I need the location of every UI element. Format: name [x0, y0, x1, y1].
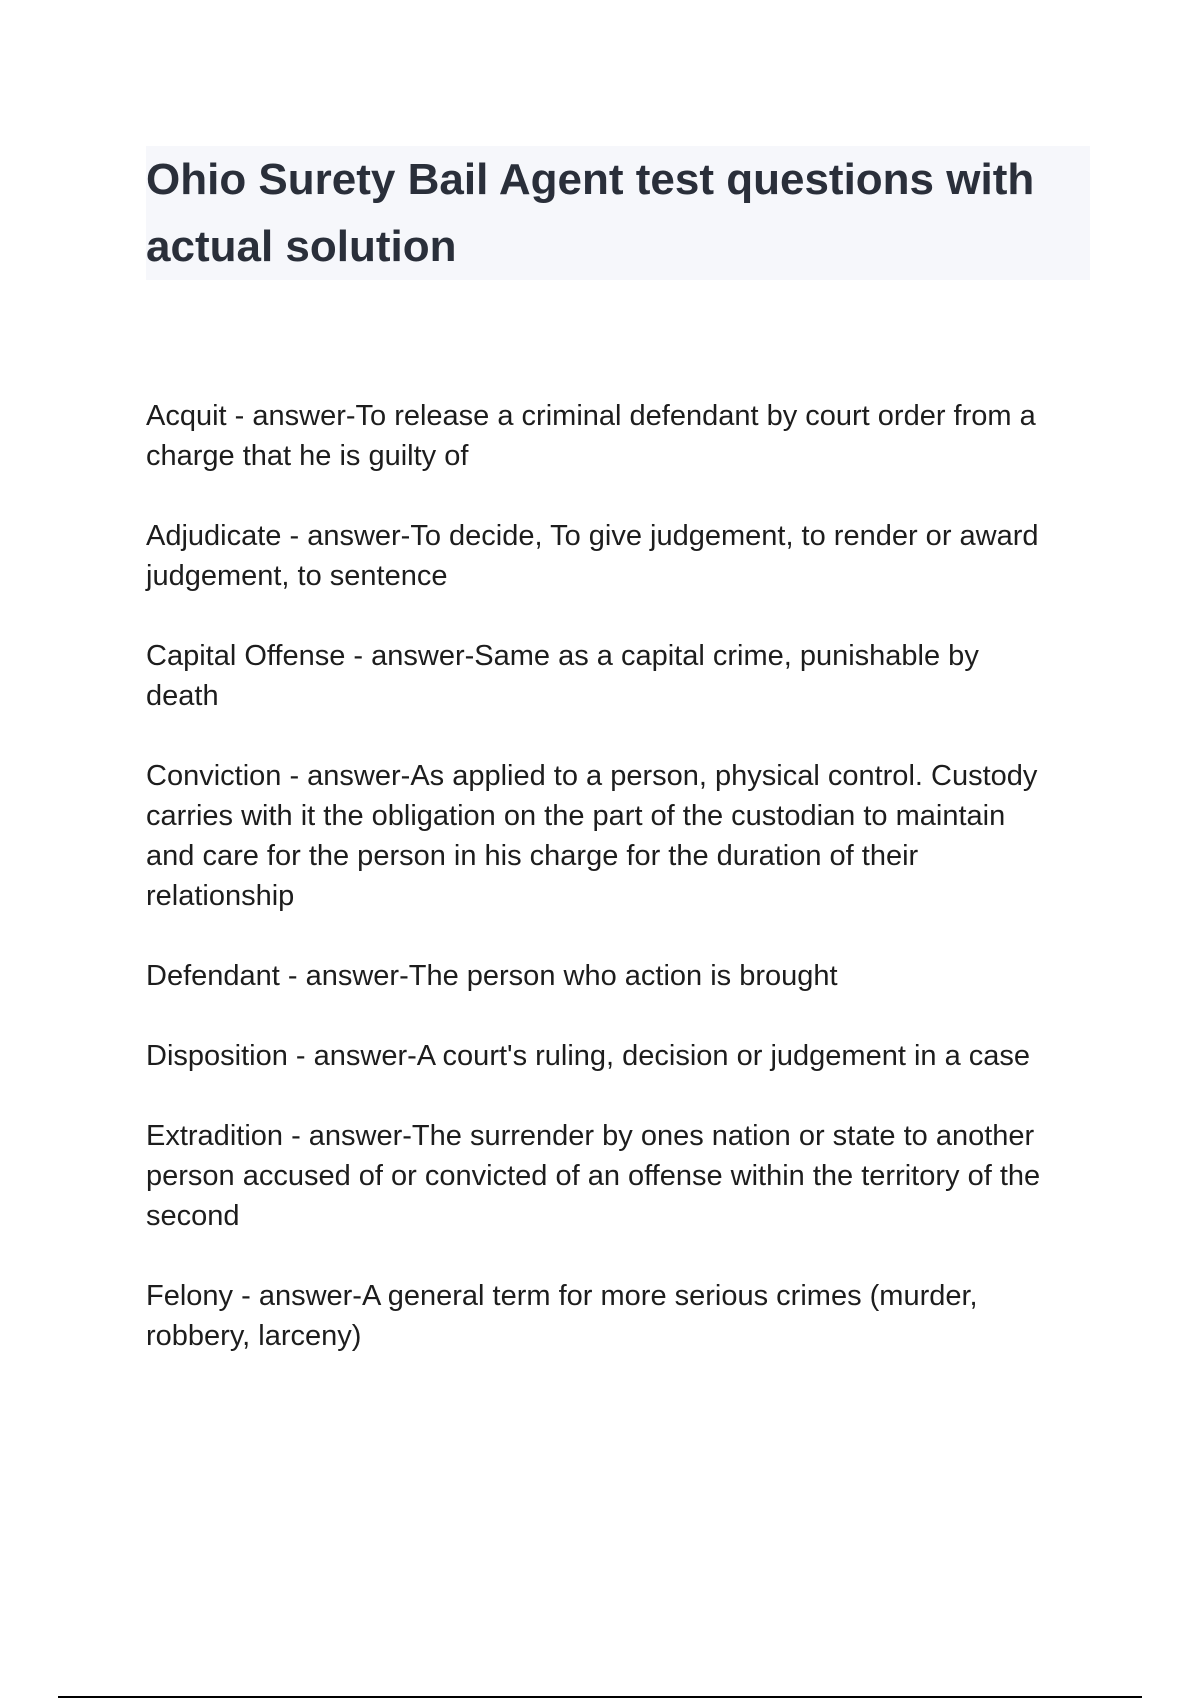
- qa-entry-defendant: Defendant - answer-The person who action is brought: [146, 960, 838, 992]
- document-title: Ohio Surety Bail Agent test questions with actual solution: [146, 155, 1035, 271]
- qa-entry-extradition: Extradition - answer-The surrender by ones nation or state to another person accused of or convicted of an offense within the territory of the second: [146, 1120, 1041, 1232]
- qa-entry-disposition: Disposition - answer-A court's ruling, decision or judgement in a case: [146, 1040, 1031, 1072]
- qa-list: [146, 396, 1090, 1396]
- qa-entry-acquit: Acquit - answer-To release a criminal defendant by court order from a charge that he is guilty of: [146, 400, 1036, 472]
- qa-entry-adjudicate: Adjudicate - answer-To decide, To give judgement, to render or award judgement, to sentence: [146, 520, 1039, 592]
- qa-entry-capital-offense: Capital Offense - answer-Same as a capital crime, punishable by death: [146, 640, 979, 712]
- qa-entry-felony: Felony - answer-A general term for more serious crimes (murder, robbery, larceny): [146, 1280, 978, 1352]
- qa-entry-conviction: Conviction - answer-As applied to a person, physical control. Custody carries with it the obligation on the part of the custodian to maintain and care for the person in his charge for the duration of their relationship: [146, 760, 1038, 912]
- title-box: [146, 146, 1090, 280]
- footer-divider: [58, 1696, 1142, 1698]
